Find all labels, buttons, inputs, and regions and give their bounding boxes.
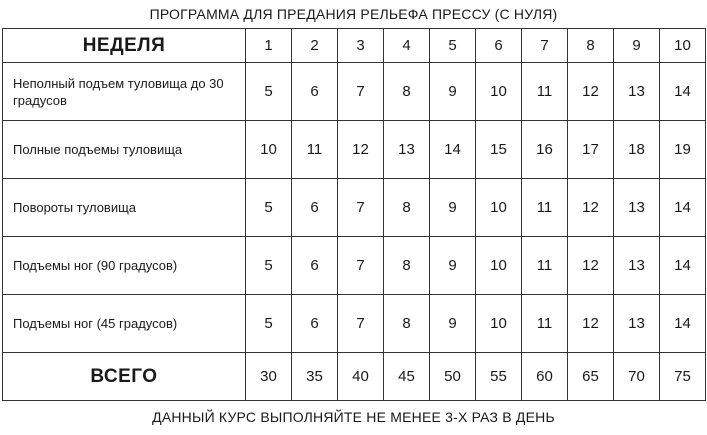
- workout-schedule-table: [2, 28, 706, 401]
- rep-count: 8: [384, 237, 430, 295]
- rep-count: 5: [246, 295, 292, 353]
- exercise-label: Полные подъемы туловища: [3, 121, 246, 179]
- rep-count: 9: [430, 295, 476, 353]
- rep-count: 9: [430, 237, 476, 295]
- total-value: 50: [430, 353, 476, 401]
- rep-count: 6: [292, 63, 338, 121]
- exercise-label: Подъемы ног (45 градусов): [3, 295, 246, 353]
- rep-count: 10: [476, 237, 522, 295]
- total-value: 35: [292, 353, 338, 401]
- rep-count: 11: [522, 179, 568, 237]
- rep-count: 9: [430, 179, 476, 237]
- week-number: 3: [338, 29, 384, 63]
- rep-count: 12: [568, 63, 614, 121]
- rep-count: 7: [338, 295, 384, 353]
- rep-count: 7: [338, 63, 384, 121]
- week-number: 10: [660, 29, 706, 63]
- rep-count: 12: [568, 295, 614, 353]
- exercise-row: [3, 237, 706, 295]
- rep-count: 10: [476, 63, 522, 121]
- rep-count: 19: [660, 121, 706, 179]
- total-value: 60: [522, 353, 568, 401]
- rep-count: 6: [292, 295, 338, 353]
- rep-count: 8: [384, 295, 430, 353]
- exercise-label: Неполный подъем туловища до 30 градусов: [3, 63, 246, 121]
- rep-count: 15: [476, 121, 522, 179]
- week-number: 5: [430, 29, 476, 63]
- week-number: 9: [614, 29, 660, 63]
- week-number: 6: [476, 29, 522, 63]
- week-header-label: НЕДЕЛЯ: [3, 29, 246, 63]
- exercise-label: Повороты туловища: [3, 179, 246, 237]
- rep-count: 14: [660, 179, 706, 237]
- footer-note: ДАННЫЙ КУРС ВЫПОЛНЯЙТЕ НЕ МЕНЕЕ 3-Х РАЗ В ДЕНЬ: [152, 409, 555, 425]
- exercise-row: [3, 179, 706, 237]
- exercise-row: [3, 295, 706, 353]
- rep-count: 11: [292, 121, 338, 179]
- rep-count: 8: [384, 179, 430, 237]
- rep-count: 9: [430, 63, 476, 121]
- rep-count: 14: [660, 63, 706, 121]
- rep-count: 10: [246, 121, 292, 179]
- exercise-row: [3, 63, 706, 121]
- total-value: 75: [660, 353, 706, 401]
- rep-count: 7: [338, 179, 384, 237]
- rep-count: 10: [476, 295, 522, 353]
- rep-count: 5: [246, 63, 292, 121]
- week-number: 8: [568, 29, 614, 63]
- total-row: [3, 353, 706, 401]
- rep-count: 6: [292, 237, 338, 295]
- rep-count: 13: [614, 63, 660, 121]
- total-label: ВСЕГО: [3, 353, 246, 401]
- rep-count: 12: [568, 179, 614, 237]
- rep-count: 11: [522, 295, 568, 353]
- rep-count: 5: [246, 179, 292, 237]
- total-value: 65: [568, 353, 614, 401]
- rep-count: 14: [660, 237, 706, 295]
- rep-count: 13: [614, 237, 660, 295]
- rep-count: 14: [430, 121, 476, 179]
- rep-count: 6: [292, 179, 338, 237]
- page-title: ПРОГРАММА ДЛЯ ПРЕДАНИЯ РЕЛЬЕФА ПРЕССУ (С НУЛЯ): [149, 6, 558, 22]
- week-number: 7: [522, 29, 568, 63]
- total-value: 55: [476, 353, 522, 401]
- header-row: [3, 29, 706, 63]
- rep-count: 5: [246, 237, 292, 295]
- rep-count: 11: [522, 63, 568, 121]
- rep-count: 13: [384, 121, 430, 179]
- total-value: 30: [246, 353, 292, 401]
- rep-count: 13: [614, 179, 660, 237]
- week-number: 4: [384, 29, 430, 63]
- total-value: 45: [384, 353, 430, 401]
- rep-count: 16: [522, 121, 568, 179]
- total-value: 40: [338, 353, 384, 401]
- rep-count: 10: [476, 179, 522, 237]
- rep-count: 13: [614, 295, 660, 353]
- rep-count: 18: [614, 121, 660, 179]
- exercise-row: [3, 121, 706, 179]
- rep-count: 12: [338, 121, 384, 179]
- rep-count: 8: [384, 63, 430, 121]
- total-value: 70: [614, 353, 660, 401]
- rep-count: 14: [660, 295, 706, 353]
- rep-count: 11: [522, 237, 568, 295]
- exercise-label: Подъемы ног (90 градусов): [3, 237, 246, 295]
- week-number: 2: [292, 29, 338, 63]
- rep-count: 17: [568, 121, 614, 179]
- week-number: 1: [246, 29, 292, 63]
- rep-count: 12: [568, 237, 614, 295]
- rep-count: 7: [338, 237, 384, 295]
